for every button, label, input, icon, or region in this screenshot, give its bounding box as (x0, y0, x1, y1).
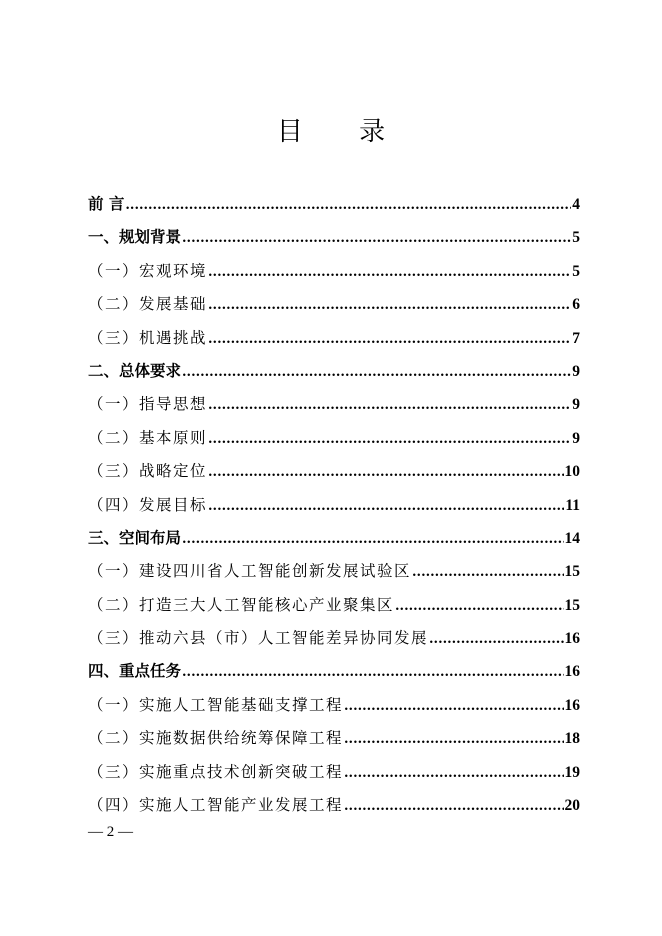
toc-leader-dots (208, 289, 571, 322)
toc-entry-label: （一）建设四川省人工智能创新发展试验区 (88, 562, 412, 581)
toc-entry-label: （二）基本原则 (88, 428, 208, 447)
toc-entry[interactable] (88, 188, 580, 221)
toc-entry-page: 19 (564, 763, 580, 781)
toc-entry[interactable] (88, 689, 580, 722)
toc-leader-dots (344, 690, 563, 723)
toc-entry-label: 二、总体要求 (88, 361, 182, 380)
toc-entry[interactable] (88, 756, 580, 789)
toc-entry-label: （一）指导思想 (88, 395, 208, 414)
toc-entry[interactable] (88, 722, 580, 755)
toc-entry-label: （二）发展基础 (88, 295, 208, 314)
toc-leader-dots (182, 356, 571, 389)
toc-entry-page: 4 (572, 196, 580, 213)
toc-leader-dots (208, 456, 563, 489)
toc-entry[interactable] (88, 455, 580, 488)
toc-entry[interactable] (88, 422, 580, 455)
toc-entry-label: （二）打造三大人工智能核心产业聚集区 (88, 595, 395, 614)
toc-entry[interactable] (88, 355, 580, 388)
toc-entry-label: 三、空间布局 (88, 528, 182, 547)
toc-entry[interactable] (88, 655, 580, 688)
toc-entry-label: （三）实施重点技术创新突破工程 (88, 762, 344, 781)
toc-entry-page: 15 (564, 596, 580, 614)
toc-entry-page: 15 (564, 563, 580, 581)
toc-entry[interactable] (88, 489, 580, 522)
toc-entry-label: （四）实施人工智能产业发展工程 (88, 796, 344, 815)
toc-entry-page: 7 (572, 329, 580, 347)
toc-leader-dots (344, 790, 563, 823)
page-title: 目 录 (276, 117, 410, 147)
toc-entry-label: （三）推动六县（市）人工智能差异协同发展 (88, 629, 429, 648)
toc-entry-page: 6 (572, 296, 580, 314)
toc-entry-label: （四）发展目标 (88, 495, 208, 514)
toc-entry-page: 16 (564, 630, 580, 648)
toc-leader-dots (208, 490, 564, 523)
table-of-contents (88, 188, 580, 822)
toc-leader-dots (182, 222, 571, 255)
toc-leader-dots (208, 256, 571, 289)
toc-entry[interactable] (88, 589, 580, 622)
toc-leader-dots (344, 757, 563, 790)
toc-leader-dots (182, 523, 563, 556)
toc-leader-dots (395, 590, 563, 623)
toc-leader-dots (125, 189, 571, 222)
toc-entry-page: 5 (572, 229, 580, 247)
page-number: — 2 — (88, 824, 133, 840)
toc-entry-page: 9 (572, 396, 580, 414)
toc-entry[interactable] (88, 388, 580, 421)
toc-entry[interactable] (88, 221, 580, 254)
toc-entry-page: 18 (564, 730, 580, 748)
toc-entry-page: 10 (564, 463, 580, 481)
toc-entry[interactable] (88, 322, 580, 355)
toc-entry-page: 16 (564, 696, 580, 714)
toc-leader-dots (429, 623, 563, 656)
toc-leader-dots (208, 323, 571, 356)
toc-entry-page: 11 (565, 496, 580, 514)
toc-entry-page: 5 (572, 262, 580, 280)
toc-entry[interactable] (88, 522, 580, 555)
toc-entry[interactable] (88, 555, 580, 588)
toc-entry-label: （一）宏观环境 (88, 261, 208, 280)
toc-entry[interactable] (88, 288, 580, 321)
toc-entry-label: （三）战略定位 (88, 462, 208, 481)
toc-entry-label: （二）实施数据供给统筹保障工程 (88, 729, 344, 748)
toc-entry-label: 前 言 (88, 195, 125, 213)
toc-entry[interactable] (88, 789, 580, 822)
toc-entry-page: 20 (564, 797, 580, 815)
toc-entry[interactable] (88, 255, 580, 288)
toc-entry-page: 16 (564, 663, 580, 681)
toc-entry-label: （三）机遇挑战 (88, 328, 208, 347)
toc-entry-label: 一、规划背景 (88, 228, 182, 247)
toc-leader-dots (344, 723, 563, 756)
toc-entry-label: 四、重点任务 (88, 662, 182, 681)
toc-leader-dots (208, 423, 571, 456)
toc-entry-page: 14 (564, 529, 580, 547)
toc-leader-dots (208, 389, 571, 422)
toc-leader-dots (412, 556, 563, 589)
toc-entry-label: （一）实施人工智能基础支撑工程 (88, 695, 344, 714)
toc-entry-page: 9 (572, 362, 580, 380)
toc-leader-dots (182, 656, 563, 689)
toc-entry[interactable] (88, 622, 580, 655)
toc-entry-page: 9 (572, 429, 580, 447)
